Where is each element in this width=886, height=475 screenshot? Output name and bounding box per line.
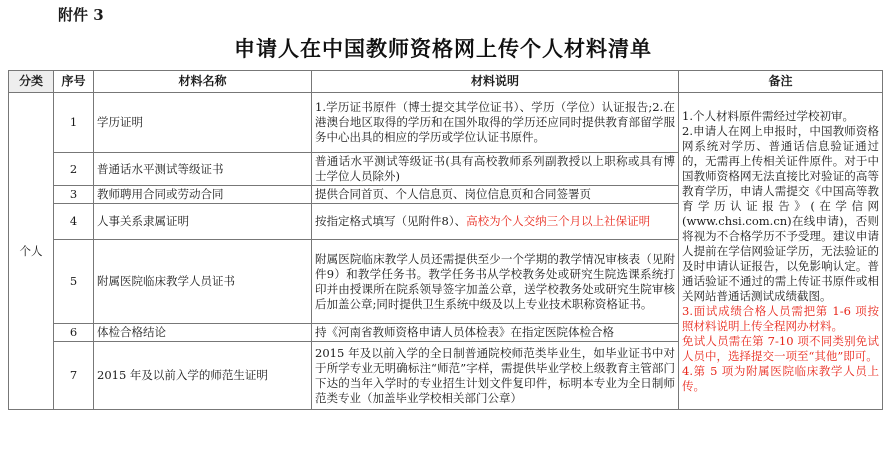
material-name: 学历证明 <box>94 93 312 153</box>
header-description: 材料说明 <box>312 71 679 93</box>
row-number: 2 <box>54 153 94 186</box>
note-item: 1.个人材料原件需经过学校初审。 <box>682 108 854 123</box>
row-number: 1 <box>54 93 94 153</box>
description-text: 普通话水平测试等级证书(具有高校教师系列副教授以上职称或具有博士学位人员除外) <box>315 154 675 183</box>
material-name: 人事关系隶属证明 <box>94 204 312 240</box>
header-category: 分类 <box>9 71 54 93</box>
note-item: 2.申请人在网上申报时，中国教师资格网系统对学历、普通话信息验证通过的，无需再上传相关证件原件。对于中国教师资格网无法直接比对验证的高等教育学历，申请人需提交《中国高等教育学历认证报告》(在学信网(www.chsi.com.cn)在线申请)，否则将视为不合格学历不予受理。建议申请人提前在学信网验证学历，无法验证的及时申请认证报告，以免影响认定。普通话验证不通过的需上传证书原件或相关网站普通话测试成绩截图。 <box>682 123 879 303</box>
materials-table <box>8 70 883 410</box>
description-text: 1.学历证书原件（博士提交其学位证书）、学历（学位）认证报告;2.在港澳台地区取得的学历和在国外取得的学历还应同时提供教育部留学服务中心出具的相应的学历或学位认证书原件。 <box>315 100 675 144</box>
note-item: 4.第 5 项为附属医院临床教学人员上传。 <box>682 363 879 393</box>
material-description <box>312 240 679 324</box>
category-cell: 个人 <box>9 93 54 410</box>
row-number: 7 <box>54 342 94 410</box>
header-notes: 备注 <box>679 71 883 93</box>
header-number: 序号 <box>54 71 94 93</box>
table-row <box>9 93 883 153</box>
description-text: 按指定格式填写（见附件8）、 <box>315 214 467 228</box>
row-number: 5 <box>54 240 94 324</box>
material-description <box>312 186 679 204</box>
annex-label: 附件 3 <box>58 6 104 24</box>
material-name: 教师聘用合同或劳动合同 <box>94 186 312 204</box>
material-name: 体检合格结论 <box>94 324 312 342</box>
description-text: 附属医院临床教学人员还需提供至少一个学期的教学情况审核表（见附件9）和教学任务书。教学任务书从学校教务处或研究生院选课系统打印并由授课所在院系领导签字加盖公章，送学校教务处或研究生院审核后加盖公章;同时提供卫生系统中级及以上专业技术职称资格证书。 <box>315 251 675 311</box>
material-name: 附属医院临床教学人员证书 <box>94 240 312 324</box>
row-number: 6 <box>54 324 94 342</box>
page-title: 申请人在中国教师资格网上传个人材料清单 <box>234 36 652 61</box>
header-name: 材料名称 <box>94 71 312 93</box>
material-description <box>312 324 679 342</box>
material-description <box>312 93 679 153</box>
note-item: 3.面试成绩合格人员需把第 1-6 项按照材料说明上传全程网办材料。 <box>682 303 879 333</box>
note-item: 免试人员需在第 7-10 项不同类别免试人员中，选择提交一项至“其他”即可。 <box>682 333 879 363</box>
material-description <box>312 204 679 240</box>
row-number: 4 <box>54 204 94 240</box>
row-number: 3 <box>54 186 94 204</box>
material-name: 2015 年及以前入学的师范生证明 <box>94 342 312 410</box>
material-name: 普通话水平测试等级证书 <box>94 153 312 186</box>
material-description <box>312 153 679 186</box>
material-description <box>312 342 679 410</box>
table-header-row <box>9 71 883 93</box>
description-text: 提供合同首页、个人信息页、岗位信息页和合同签署页 <box>315 187 591 201</box>
description-text: 持《河南省教师资格申请人员体检表》在指定医院体检合格 <box>315 325 614 339</box>
highlighted-text: 高校为个人交纳三个月以上社保证明 <box>466 214 651 228</box>
notes-cell <box>679 93 883 410</box>
description-text: 2015 年及以前入学的全日制普通院校师范类毕业生，如毕业证书中对于所学专业无明确标注“师范”字样，需提供毕业学校上级教育主管部门下达的当年入学时的专业招生计划文件复印件，标明本专业为全日制师范类专业（加盖毕业学校相关部门公章） <box>315 345 675 405</box>
